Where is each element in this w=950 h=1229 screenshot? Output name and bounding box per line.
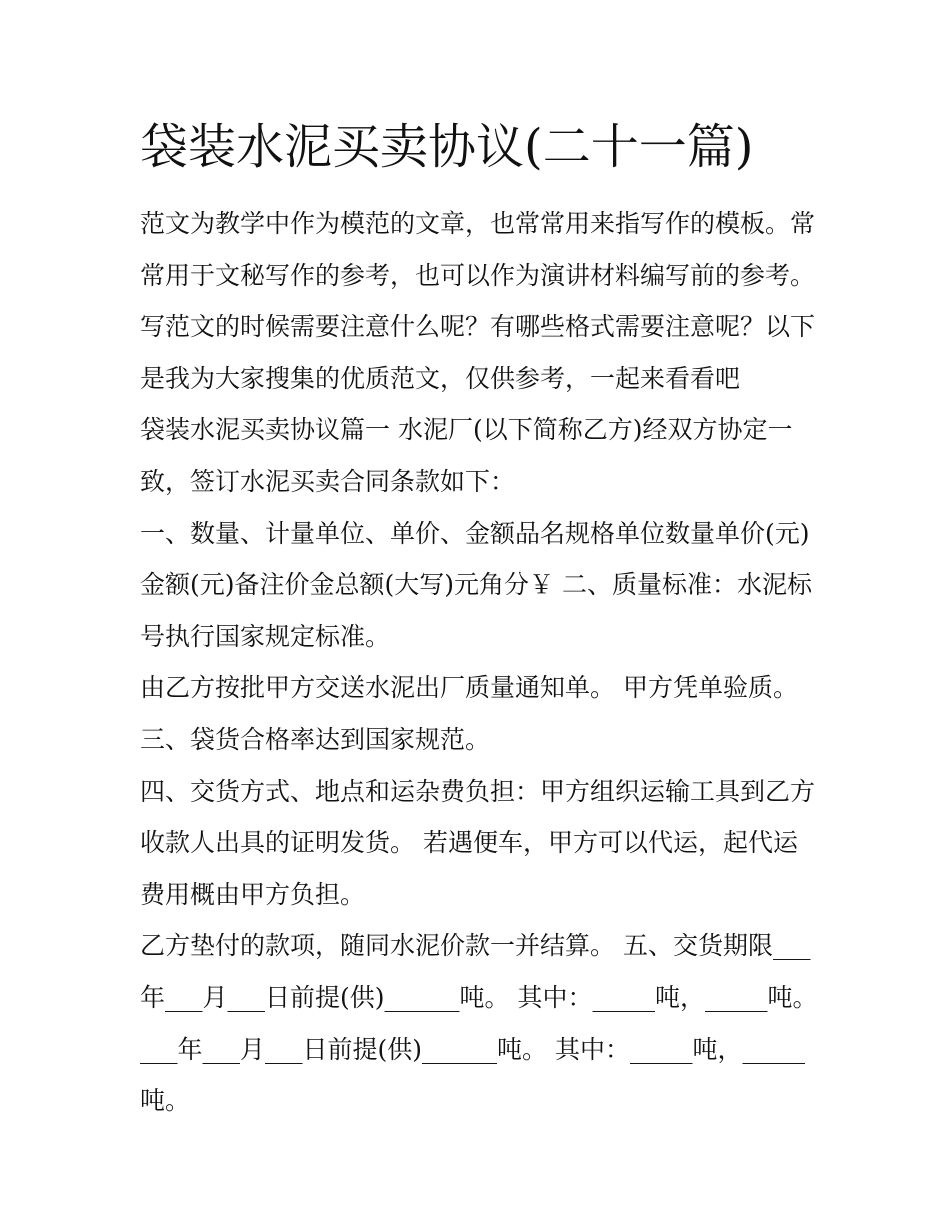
text-line: 写范文的时候需要注意什么呢？有哪些格式需要注意呢？以下 [140,312,816,342]
text-line: 号执行国家规定标准。 [140,621,391,651]
text-line: 常用于文秘写作的参考，也可以作为演讲材料编写前的参考。 [140,260,816,290]
text-line: 金额(元)备注价金总额(大写)元角分￥ 二、质量标准：水泥标 [140,570,812,600]
text-line: 一、数量、计量单位、单价、金额品名规格单位数量单价(元) [140,518,810,548]
document-title: 袋装水泥买卖协议(二十一篇) [140,119,754,175]
text-line: 袋装水泥买卖协议篇一 水泥厂(以下简称乙方)经双方协定一 [140,415,793,445]
text-line: 四、交货方式、地点和运杂费负担：甲方组织运输工具到乙方 [140,776,816,806]
text-line: ___年___月___日前提(供)______吨。 其中：_____吨，_____ [140,1034,805,1064]
text-line: 费用概由甲方负担。 [140,879,366,909]
text-line: 致，签订水泥买卖合同条款如下： [140,466,516,496]
text-line: 收款人出具的证明发货。 若遇便车，甲方可以代运，起代运 [140,828,798,858]
text-line: 吨。 [140,1086,191,1116]
text-line: 年___月___日前提(供)______吨。 其中：_____吨，_____吨。 [140,982,818,1012]
text-line: 范文为教学中作为模范的文章，也常常用来指写作的模板。常 [140,209,816,238]
text-line: 三、袋货合格率达到国家规范。 [140,724,491,754]
text-line: 乙方垫付的款项，随同水泥价款一并结算。 五、交货期限___ [140,931,811,961]
text-line: 是我为大家搜集的优质范文，仅供参考，一起来看看吧 [140,363,741,393]
document-body [140,205,818,1134]
text-line: 由乙方按批甲方交送水泥出厂质量通知单。 甲方凭单验质。 [140,673,798,703]
